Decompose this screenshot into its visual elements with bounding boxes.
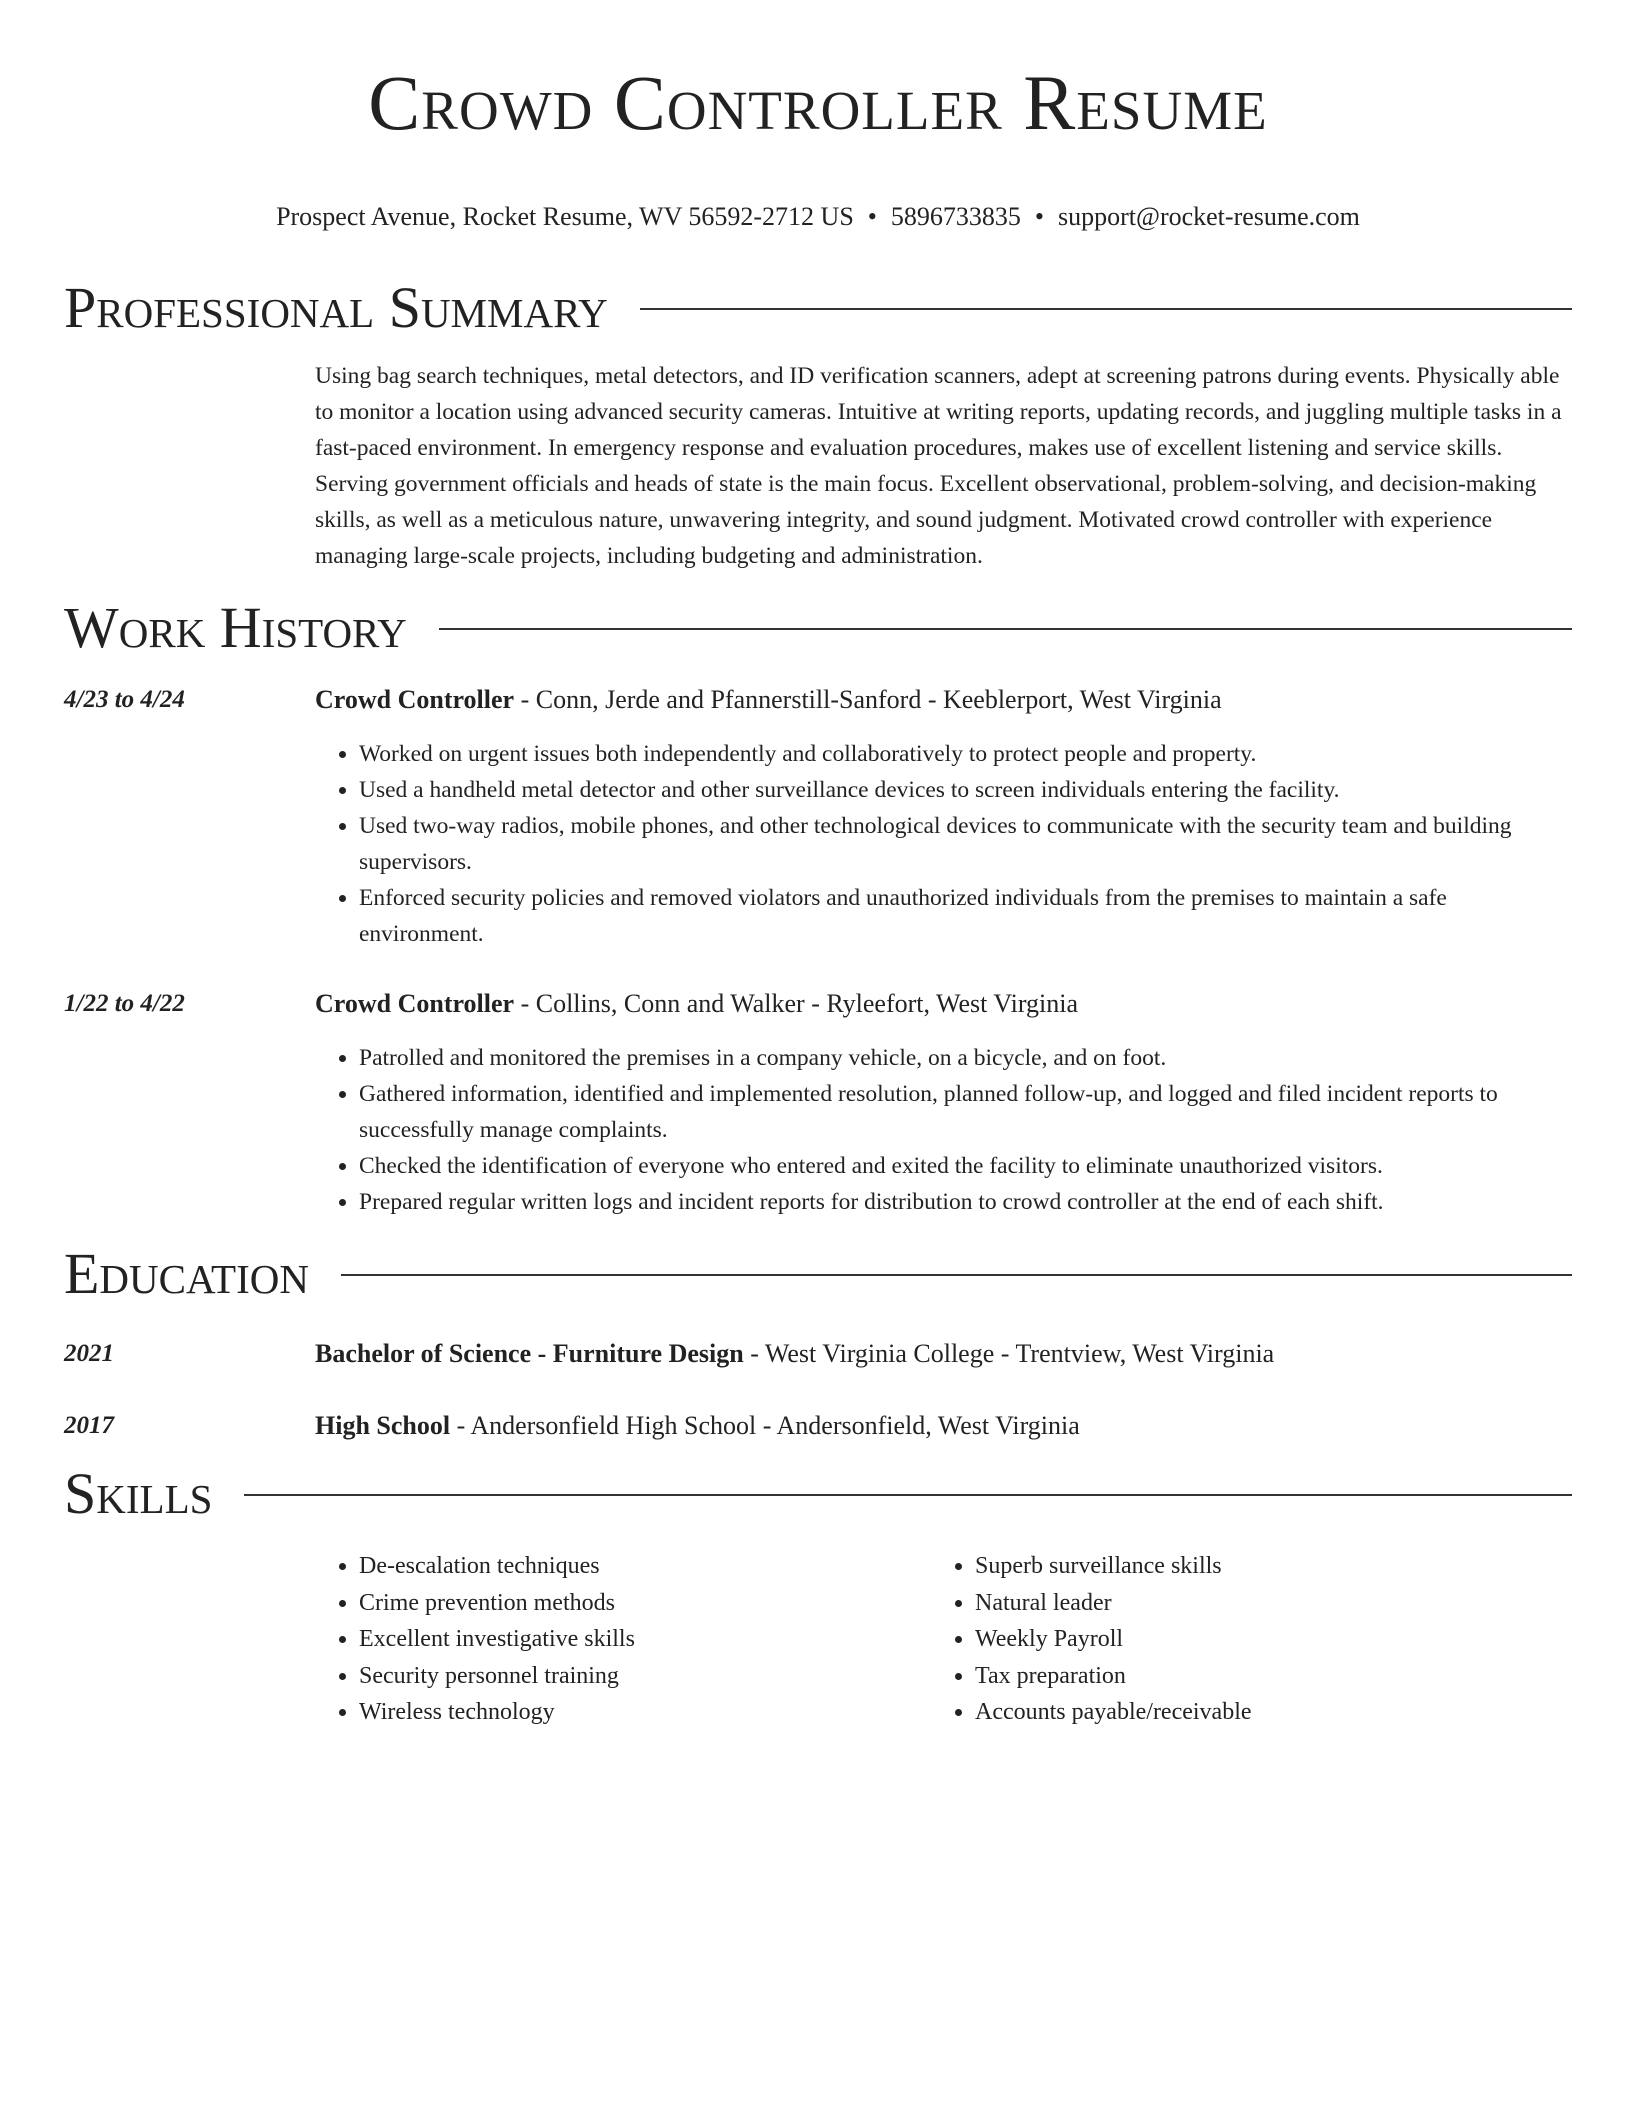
skill-item: • Natural leader	[975, 1585, 1535, 1622]
skills-list	[315, 1548, 1572, 1731]
job-dates: 1/22 to 4/22	[64, 990, 185, 1018]
resume-page	[64, 0, 1572, 1731]
job-entry	[64, 986, 1572, 1220]
job-bullet: • Worked on urgent issues both independently and collaboratively to protect people and property.	[359, 736, 1572, 772]
skill-item: • De-escalation techniques	[359, 1548, 931, 1585]
education-degree: Bachelor of Science - Furniture Design	[315, 1339, 744, 1369]
skill-item: • Weekly Payroll	[975, 1621, 1535, 1658]
bullet-separator: •	[867, 202, 877, 232]
skill-item: • Excellent investigative skills	[359, 1621, 931, 1658]
summary-text: Using bag search techniques, metal detectors, and ID verification scanners, adept at screening patrons during events. Physically able to monitor a location using advanced security cameras. Intuitive at writing reports, updating records, and juggling multiple tasks in a fast-paced environment. In emergency response and evaluation procedures, makes use of excellent listening and service skills. Serving government officials and heads of state is the main focus. Excellent observational, problem-solving, and decision-making skills, as well as a meticulous nature, unwavering integrity, and sound judgment. Motivated crowd controller with experience managing large-scale projects, including budgeting and administration.	[315, 363, 1562, 570]
section-divider	[439, 628, 1572, 630]
skill-item: • Superb surveillance skills	[975, 1548, 1535, 1585]
job-details: - Collins, Conn and Walker - Ryleefort, West Virginia	[514, 989, 1079, 1019]
education-year: 2021	[64, 1340, 114, 1368]
skill-item: • Crime prevention methods	[359, 1585, 931, 1622]
section-header-education	[64, 1242, 1572, 1306]
job-bullet: • Prepared regular written logs and incident reports for distribution to crowd controller at the end of each shift.	[359, 1184, 1572, 1220]
job-bullets	[315, 1040, 1572, 1220]
section-header-skills	[64, 1462, 1572, 1526]
section-title-work-history: Work History	[64, 595, 407, 661]
section-title-education: Education	[64, 1241, 309, 1307]
education-year: 2017	[64, 1412, 114, 1440]
job-bullet: • Enforced security policies and removed violators and unauthorized individuals from the premises to maintain a safe environment.	[359, 880, 1572, 952]
education-entry	[64, 1408, 1572, 1444]
section-divider	[341, 1274, 1572, 1276]
job-bullet: • Patrolled and monitored the premises in a company vehicle, on a bicycle, and on foot.	[359, 1040, 1572, 1076]
job-bullet: • Used a handheld metal detector and other surveillance devices to screen individuals entering the facility.	[359, 772, 1572, 808]
education-degree: High School	[315, 1411, 451, 1441]
job-title: Crowd Controller	[315, 685, 515, 715]
job-details: - Conn, Jerde and Pfannerstill-Sanford - Keeblerport, West Virginia	[514, 685, 1222, 715]
education-details: - Andersonfield High School - Andersonfield, West Virginia	[450, 1411, 1080, 1441]
education-entry	[64, 1336, 1572, 1372]
job-entry	[64, 682, 1572, 952]
job-bullet: • Gathered information, identified and implemented resolution, planned follow-up, and logged and filed incident reports to successfully manage complaints.	[359, 1076, 1572, 1148]
education-details: - West Virginia College - Trentview, West Virginia	[743, 1339, 1275, 1369]
skill-item: • Tax preparation	[975, 1658, 1535, 1695]
resume-title: Crowd Controller Resume	[368, 59, 1268, 146]
job-bullet: • Used two-way radios, mobile phones, and other technological devices to communicate with the security team and building supervisors.	[359, 808, 1572, 880]
job-dates: 4/23 to 4/24	[64, 686, 185, 714]
contact-phone: 5896733835	[890, 202, 1021, 232]
section-header-summary	[64, 276, 1572, 340]
contact-line	[64, 200, 1572, 234]
contact-email: support@rocket-resume.com	[1058, 202, 1360, 232]
job-bullet: • Checked the identification of everyone who entered and exited the facility to eliminate unauthorized visitors.	[359, 1148, 1572, 1184]
skill-item: • Wireless technology	[359, 1694, 931, 1731]
bullet-separator: •	[1034, 202, 1044, 232]
skill-item: • Accounts payable/receivable	[975, 1694, 1535, 1731]
section-divider	[640, 308, 1572, 310]
job-title: Crowd Controller	[315, 989, 515, 1019]
skills-column-left	[315, 1548, 931, 1731]
skills-column-right	[931, 1548, 1535, 1731]
contact-address: Prospect Avenue, Rocket Resume, WV 56592-2712 US	[276, 202, 854, 232]
section-title-skills: Skills	[64, 1461, 213, 1527]
section-title-summary: Professional Summary	[64, 275, 608, 341]
skill-item: • Security personnel training	[359, 1658, 931, 1695]
section-header-work-history	[64, 596, 1572, 660]
job-heading	[315, 682, 1572, 718]
section-divider	[244, 1494, 1572, 1496]
job-bullets	[315, 736, 1572, 952]
job-heading	[315, 986, 1572, 1022]
